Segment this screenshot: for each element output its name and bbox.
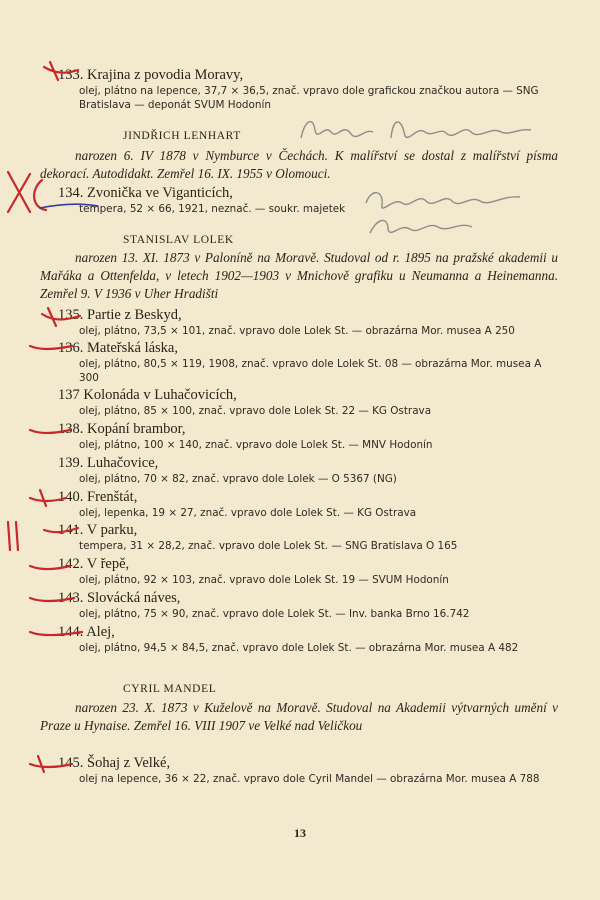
entry-title: 141. V parku,: [58, 522, 138, 538]
page-number: 13: [294, 826, 306, 840]
artist-bio: narozen 23. X. 1873 v Kuželově na Moravě. Studoval na Akademii výtvarných umění v Praze u Hynaise. Zemřel 16. VIII 1907 ve Velké nad Veličkou: [40, 700, 558, 733]
artist-bio: narozen 13. XI. 1873 v Paloníně na Moravě. Studoval od r. 1895 na pražské akademii u Mařáka a Ottenfelda, v letech 1902—1903 v Mnichově grafiku u Neumanna a Heinemanna. Zemřel 9. V 1936 v Uher Hradišti: [40, 250, 558, 301]
entry-title: 144. Alej,: [58, 624, 115, 640]
catalog-entry: [58, 454, 558, 486]
entry-details: olej, plátno, 100 × 140, znač. vpravo dole Lolek St. — MNV Hodonín: [79, 439, 433, 451]
entry-title: 136. Mateřská láska,: [58, 340, 178, 356]
artist-name: CYRIL MANDEL: [123, 683, 217, 695]
entry-title: 138. Kopání brambor,: [58, 421, 186, 437]
pencil-signature-scribble: [295, 112, 545, 148]
entry-details: olej, plátno, 92 × 103, znač. vpravo dole Lolek St. 19 — SVUM Hodonín: [79, 574, 449, 586]
entry-details: olej, plátno, 94,5 × 84,5, znač. vpravo dole Lolek St. — obrazárna Mor. musea A 482: [79, 642, 519, 654]
entry-title: 143. Slovácká náves,: [58, 590, 181, 606]
entry-title: 145. Šohaj z Velké,: [58, 755, 171, 771]
catalog-entry: [58, 66, 558, 112]
artist-name: STANISLAV LOLEK: [123, 234, 234, 246]
entry-title: 134. Zvonička ve Viganticích,: [58, 185, 233, 201]
catalog-entry: [58, 420, 558, 452]
entry-details: olej, plátno, 85 × 100, znač. vpravo dole Lolek St. 22 — KG Ostrava: [79, 405, 432, 417]
entry-title: 133. Krajina z povodia Moravy,: [58, 67, 244, 83]
entry-details: olej, plátno, 80,5 × 119, 1908, znač. vpravo dole Lolek St. 08 — obrazárna Mor. musea A 300: [79, 358, 542, 384]
catalog-entry: [58, 623, 558, 655]
entry-title: 135. Partie z Beskyd,: [58, 307, 182, 323]
entry-details: olej, lepenka, 19 × 27, znač. vpravo dole Lolek St. — KG Ostrava: [79, 507, 417, 519]
entry-title: 139. Luhačovice,: [58, 455, 159, 471]
catalog-entry: [58, 306, 558, 338]
catalog-entry: [58, 754, 558, 786]
catalog-entry: [58, 386, 558, 418]
entry-details: olej, plátno, 73,5 × 101, znač. vpravo dole Lolek St. — obrazárna Mor. musea A 250: [79, 325, 515, 337]
catalog-entry: [58, 521, 558, 553]
entry-details: tempera, 52 × 66, 1921, neznač. — soukr. majetek: [79, 203, 346, 215]
entry-details: olej, plátno, 70 × 82, znač. vpravo dole Lolek — O 5367 (NG): [79, 473, 397, 485]
catalog-entry: [58, 589, 558, 621]
catalog-entry: [58, 184, 558, 216]
entry-details: olej, plátno na lepence, 37,7 × 36,5, znač. vpravo dole grafickou značkou autora — SNG Bratislava — deponát SVUM Hodonín: [79, 85, 539, 111]
entry-title: 140. Frenštát,: [58, 489, 138, 505]
catalog-entry: [58, 555, 558, 587]
catalog-entry: [58, 488, 558, 520]
entry-details: olej na lepence, 36 × 22, znač. vpravo dole Cyril Mandel — obrazárna Mor. musea A 788: [79, 773, 540, 785]
artist-name: JINDŘICH LENHART: [123, 130, 241, 142]
catalog-entry: [58, 339, 558, 385]
entry-details: olej, plátno, 75 × 90, znač. vpravo dole Lolek St. — Inv. banka Brno 16.742: [79, 608, 470, 620]
entry-details: tempera, 31 × 28,2, znač. vpravo dole Lolek St. — SNG Bratislava O 165: [79, 540, 458, 552]
artist-bio: narozen 6. IV 1878 v Nymburce v Čechách. K malířství se dostal z malířství písma dekorací. Autodidakt. Zemřel 16. IX. 1955 v Olomouci.: [40, 148, 558, 181]
entry-title: 142. V řepě,: [58, 556, 130, 572]
entry-title: 137 Kolonáda v Luhačovicích,: [58, 387, 237, 403]
